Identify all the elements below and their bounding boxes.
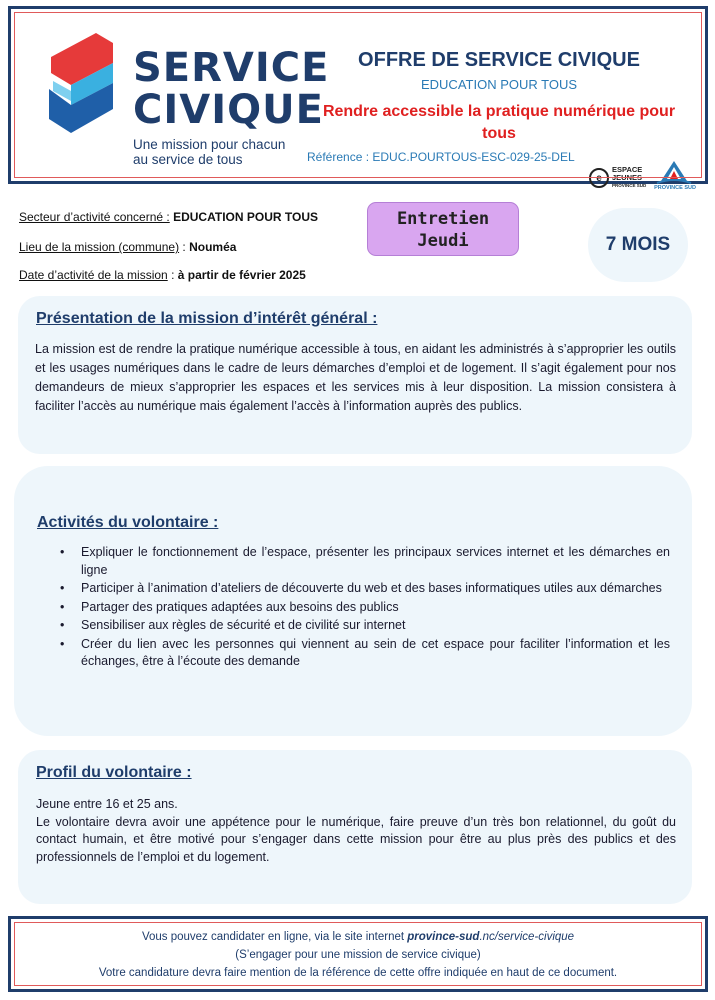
footer-site-link[interactable]: province-sud.nc/service-civique [407,931,575,943]
activity-item: • Créer du lien avec les personnes qui viennent au sein de cet espace pour faciliter l’information et les échanges, être à l’écoute des demande [36,636,670,671]
ej-logo-line2: JEUNES [612,173,643,182]
footer-line2: (S’engager pour une mission de service civique) [235,949,481,961]
profile-card [18,750,692,904]
date-value: à partir de février 2025 [177,268,306,282]
logo-tagline: Une mission pour chacun au service de tous [133,137,286,167]
logo-wordmark: SERVICE CIVIQUE [133,45,330,133]
presentation-card [18,296,692,454]
mission-title: Rendre accessible la pratique numérique pour tous [322,103,676,142]
offer-title: OFFRE DE SERVICE CIVIQUE [358,49,640,71]
activities-card [14,466,692,736]
activities-title: Activités du volontaire : [37,514,219,531]
place-label: Lieu de la mission (commune) [19,240,180,254]
activity-item: • Partager des pratiques adaptées aux besoins des publics [36,599,670,617]
presentation-text: La mission est de rendre la pratique numérique accessible à tous, en aidant les administrés à s’approprier les outils et les usages numériques dans le cadre de leurs démarches d’emploi et de logement. Il s’agit également pour nos demandeurs de mieux s’approprier les espaces et les services mis à leur disposition. La mission consistera à faciliter l’accès au numérique mais également l’accès à l’information auprès des publics. [35,342,676,413]
ej-logo-line3: PROVINCE SUD [612,183,647,188]
activity-item: • Expliquer le fonctionnement de l’espace, présenter les principaux services internet et les démarches en ligne [36,544,670,579]
profile-description: Le volontaire devra avoir une appétence pour le numérique, faire preuve d’un très bon relationnel, du goût du contact humain, et être motivé pour s’engager dans cette mission pour être au plus près des publics et des professionnels de l’emploi et du logement. [36,814,676,864]
interview-line2: Jeudi [417,231,469,251]
duration-badge: 7 MOIS [588,208,688,282]
place-value: Nouméa [189,240,237,254]
espace-jeunes-icon: e [589,168,609,188]
profile-age: Jeune entre 16 et 25 ans. [36,797,178,811]
province-sud-logo-text: PROVINCE SUD [654,185,696,191]
activities-list [36,544,670,671]
activity-item: • Sensibiliser aux règles de sécurité et de civilité sur internet [36,617,670,635]
footer-line3: Votre candidature devra faire mention de la référence de cette offre indiquée en haut de ce document. [98,967,618,979]
profile-text [36,796,676,866]
place-line: Lieu de la mission (commune) : Nouméa [19,240,237,254]
sector-value: EDUCATION POUR TOUS [173,210,318,224]
offer-domain: EDUCATION POUR TOUS [420,77,578,92]
interview-badge [367,202,519,256]
espace-jeunes-logo [589,166,646,190]
date-line: Date d’activité de la mission : à partir de février 2025 [19,268,306,282]
sector-line [19,210,318,224]
header-box [8,6,708,191]
sector-label: Secteur d’activité concerné : [19,210,170,224]
interview-line1: Entretien [396,209,490,229]
presentation-title: Présentation de la mission d’intérêt général : [36,310,378,327]
date-label: Date d’activité de la mission [19,268,168,282]
footer-box [8,916,708,992]
footer-line1: Vous pouvez candidater en ligne, via le site internet province-sud.nc/service-civique [141,931,575,943]
service-civique-logo-icon [41,29,121,139]
ej-logo-line1: ESPACE [612,165,643,174]
profile-title: Profil du volontaire : [36,764,192,781]
activity-item: • Participer à l’animation d’ateliers de découverte du web et des bases informatiques utiles aux démarches [36,580,670,598]
offer-reference: Référence : EDUC.POURTOUS-ESC-029-25-DEL [307,150,575,164]
